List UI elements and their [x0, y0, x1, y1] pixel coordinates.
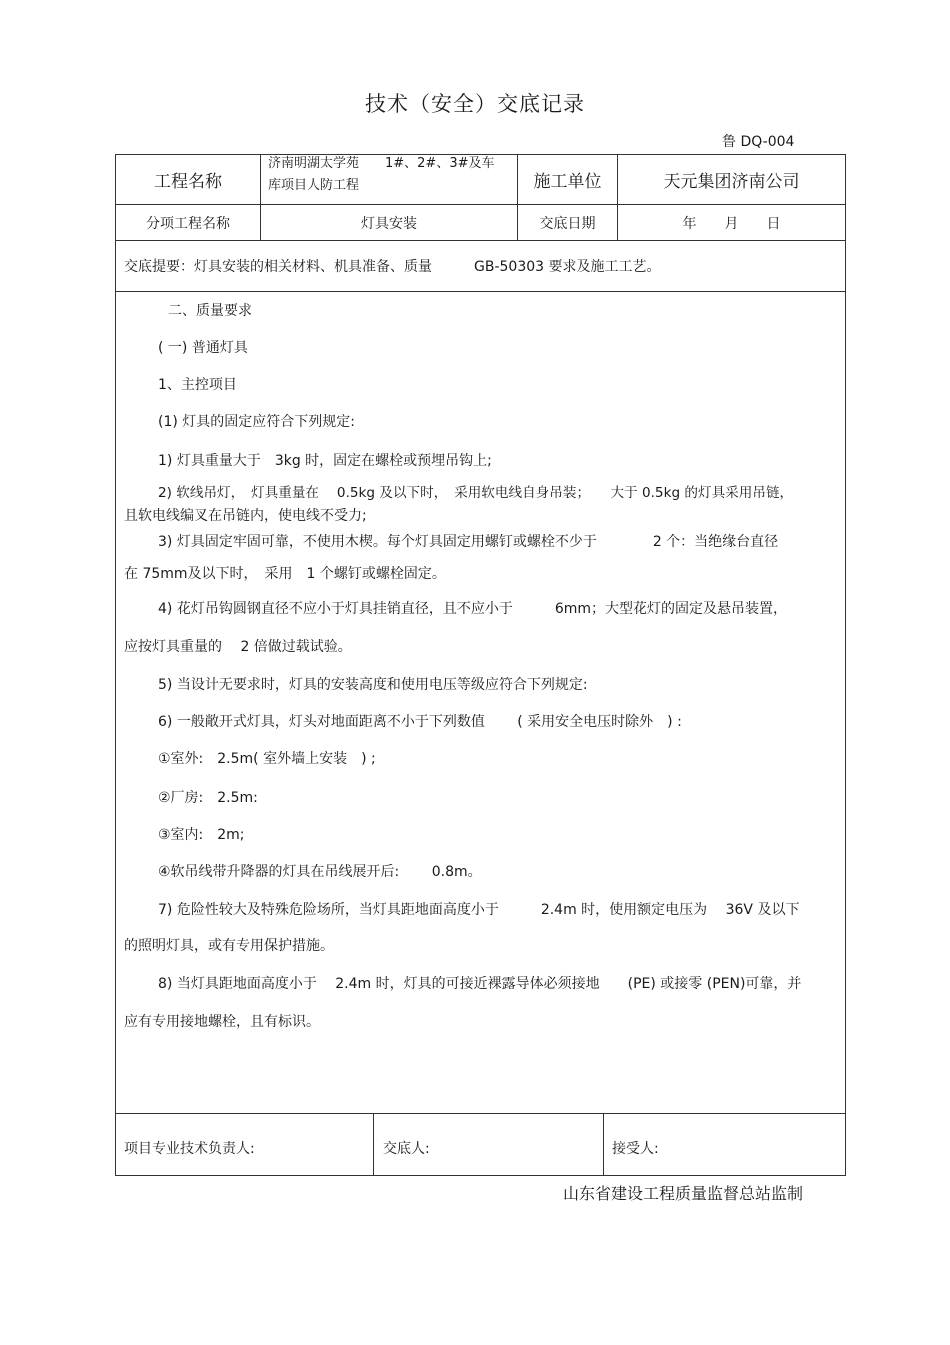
subproject-name-value: 灯具安装	[361, 215, 417, 232]
receiver-signature-label: 接受人:	[612, 1141, 659, 1157]
handover-date-label: 交底日期	[539, 215, 596, 232]
presenter-signature-label: 交底人:	[383, 1141, 430, 1157]
body-line: 的照明灯具，或有专用保护措施。	[124, 938, 334, 954]
body-line: 且软电线编叉在吊链内，使电线不受力;	[124, 508, 367, 524]
body-line: 应有专用接地螺栓，且有标识。	[124, 1014, 320, 1030]
body-line: 应按灯具重量的 2 倍做过载试验。	[124, 639, 352, 655]
construction-unit-label: 施工单位	[533, 172, 602, 192]
construction-unit-value: 天元集团济南公司	[663, 172, 800, 192]
body-line: (1) 灯具的固定应符合下列规定:	[158, 414, 355, 430]
project-name-label: 工程名称	[154, 172, 222, 192]
body-line: 4) 花灯吊钩圆钢直径不应小于灯具挂销直径，且不应小于 6mm；大型花灯的固定及悬吊装置，	[158, 601, 787, 617]
body-line: 6) 一般敞开式灯具，灯头对地面距离不小于下列数值 ( 采用安全电压时除外 ) :	[158, 714, 682, 730]
body-line: 1) 灯具重量大于 3kg 时，固定在螺栓或预埋吊钩上;	[158, 453, 492, 469]
handover-summary: 交底提要：灯具安装的相关材料、机具准备、质量 GB-50303 要求及施工工艺。	[124, 259, 661, 275]
handover-date-value: 年 月 日	[682, 215, 781, 232]
body-line: ②厂房: 2.5m:	[158, 790, 258, 806]
subproject-name-label: 分项工程名称	[146, 215, 230, 232]
body-line: 二、质量要求	[168, 303, 252, 319]
body-line: ③室内: 2m;	[158, 827, 245, 843]
body-line: ④软吊线带升降器的灯具在吊线展开后: 0.8m。	[158, 864, 482, 880]
issuer-footer: 山东省建设工程质量监督总站监制	[563, 1184, 804, 1203]
document-code: 鲁 DQ-004	[722, 134, 795, 150]
body-line: 2) 软线吊灯， 灯具重量在 0.5kg 及以下时， 采用软电线自身吊装； 大于 0.5kg 的灯具采用吊链，	[158, 485, 794, 501]
body-line: ( 一) 普通灯具	[158, 340, 248, 356]
body-line: 7) 危险性较大及特殊危险场所，当灯具距地面高度小于 2.4m 时，使用额定电压为 36V 及以下	[158, 902, 800, 918]
body-line: 在 75mm及以下时， 采用 1 个螺钉或螺栓固定。	[124, 566, 446, 582]
body-line: 3) 灯具固定牢固可靠，不使用木楔。每个灯具固定用螺钉或螺栓不少于 2 个：当绝缘台直径	[158, 534, 779, 550]
body-line: 1、主控项目	[158, 377, 237, 393]
body-line: ①室外: 2.5m( 室外墙上安装 ) ;	[158, 751, 376, 767]
project-name-value: 济南明湖太学苑 1#、2#、3#及车 库项目人防工程	[268, 156, 495, 193]
document-title: 技术（安全）交底记录	[365, 92, 585, 116]
tech-lead-signature-label: 项目专业技术负责人:	[124, 1141, 255, 1157]
body-line: 8) 当灯具距地面高度小于 2.4m 时，灯具的可接近裸露导体必须接地 (PE) 或接零 (PEN)可靠，并	[158, 976, 802, 992]
body-line: 5) 当设计无要求时，灯具的安装高度和使用电压等级应符合下列规定:	[158, 677, 588, 693]
